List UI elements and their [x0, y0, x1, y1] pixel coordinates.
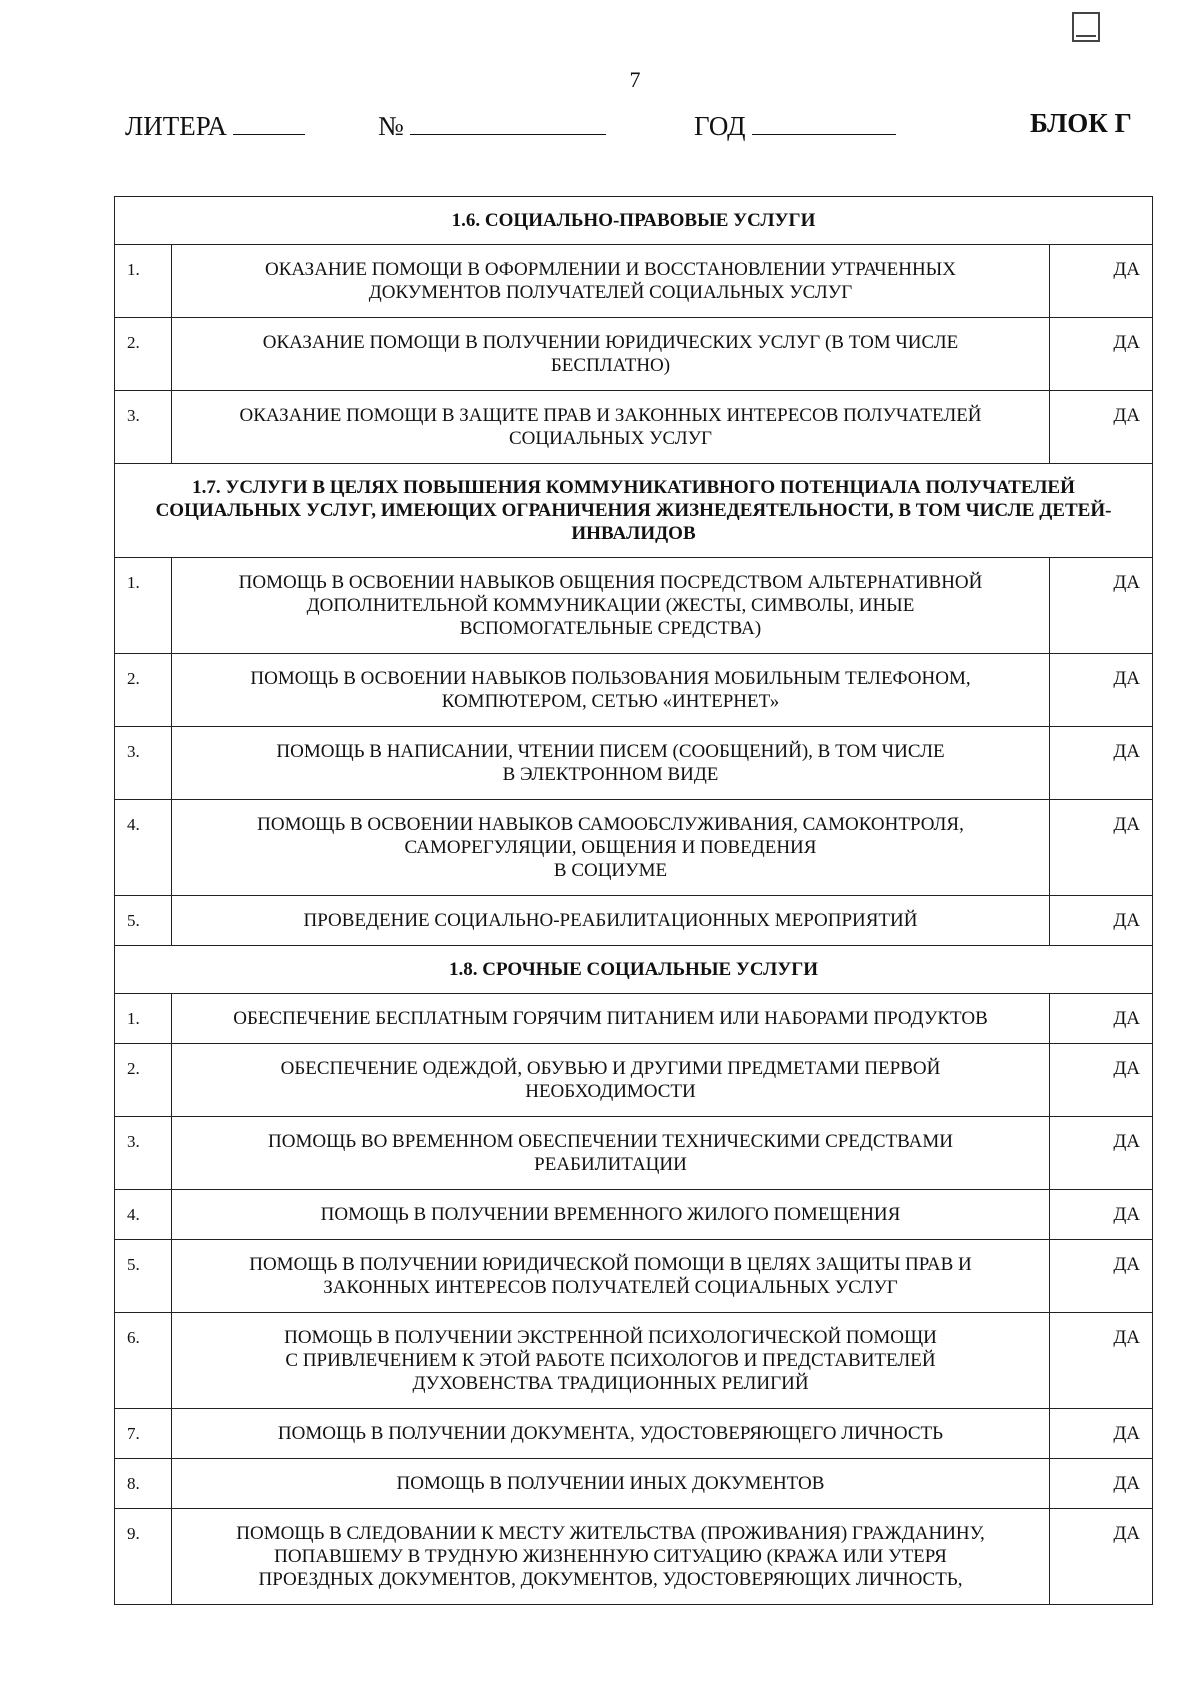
service-description: ОКАЗАНИЕ ПОМОЩИ В ЗАЩИТЕ ПРАВ И ЗАКОННЫХ ИНТЕРЕСОВ ПОЛУЧАТЕЛЕЙ СОЦИАЛЬНЫХ УСЛУГ [172, 391, 1050, 464]
litera-field [125, 108, 305, 142]
litera-input[interactable] [233, 108, 305, 135]
table-row [115, 1117, 1153, 1190]
year-label: ГОД [694, 111, 746, 141]
service-answer[interactable]: ДА [1050, 1240, 1153, 1313]
service-description: ОБЕСПЕЧЕНИЕ ОДЕЖДОЙ, ОБУВЬЮ И ДРУГИМИ ПРЕДМЕТАМИ ПЕРВОЙ НЕОБХОДИМОСТИ [172, 1044, 1050, 1117]
table-row [115, 800, 1153, 896]
service-description: ПОМОЩЬ В ПОЛУЧЕНИИ ЭКСТРЕННОЙ ПСИХОЛОГИЧЕСКОЙ ПОМОЩИ С ПРИВЛЕЧЕНИЕМ К ЭТОЙ РАБОТЕ ПСИХОЛОГОВ И ПРЕДСТАВИТЕЛЕЙ ДУХОВЕНСТВА ТРАДИЦИОННЫХ РЕЛИГИЙ [172, 1313, 1050, 1409]
year-field [694, 108, 896, 142]
service-answer[interactable]: ДА [1050, 245, 1153, 318]
service-answer[interactable]: ДА [1050, 896, 1153, 946]
row-number: 2. [115, 654, 172, 727]
litera-label: ЛИТЕРА [125, 111, 227, 141]
row-number: 9. [115, 1509, 172, 1605]
table-row [115, 1409, 1153, 1459]
service-answer[interactable]: ДА [1050, 1044, 1153, 1117]
table-row [115, 1044, 1153, 1117]
service-description: ПОМОЩЬ В ОСВОЕНИИ НАВЫКОВ ПОЛЬЗОВАНИЯ МОБИЛЬНЫМ ТЕЛЕФОНОМ, КОМПЮТЕРОМ, СЕТЬЮ «ИНТЕРНЕТ» [172, 654, 1050, 727]
services-table-body [115, 197, 1153, 1605]
service-answer[interactable]: ДА [1050, 800, 1153, 896]
service-description: ПОМОЩЬ В ПОЛУЧЕНИИ ВРЕМЕННОГО ЖИЛОГО ПОМЕЩЕНИЯ [172, 1190, 1050, 1240]
service-description: ПОМОЩЬ В ОСВОЕНИИ НАВЫКОВ ОБЩЕНИЯ ПОСРЕДСТВОМ АЛЬТЕРНАТИВНОЙ ДОПОЛНИТЕЛЬНОЙ КОММУНИКАЦИИ (ЖЕСТЫ, СИМВОЛЫ, ИНЫЕ ВСПОМОГАТЕЛЬНЫЕ СРЕДСТВА) [172, 558, 1050, 654]
service-description: ОКАЗАНИЕ ПОМОЩИ В ПОЛУЧЕНИИ ЮРИДИЧЕСКИХ УСЛУГ (В ТОМ ЧИСЛЕ БЕСПЛАТНО) [172, 318, 1050, 391]
service-description: ПОМОЩЬ ВО ВРЕМЕННОМ ОБЕСПЕЧЕНИИ ТЕХНИЧЕСКИМИ СРЕДСТВАМИ РЕАБИЛИТАЦИИ [172, 1117, 1050, 1190]
row-number: 1. [115, 994, 172, 1044]
section-title: 1.7. УСЛУГИ В ЦЕЛЯХ ПОВЫШЕНИЯ КОММУНИКАТИВНОГО ПОТЕНЦИАЛА ПОЛУЧАТЕЛЕЙ СОЦИАЛЬНЫХ УСЛУГ, ИМЕЮЩИХ ОГРАНИЧЕНИЯ ЖИЗНЕДЕЯТЕЛЬНОСТИ, В ТОМ ЧИСЛЕ ДЕТЕЙ-ИНВАЛИДОВ [115, 464, 1153, 558]
row-number: 2. [115, 1044, 172, 1117]
row-number: 1. [115, 558, 172, 654]
table-row [115, 558, 1153, 654]
service-answer[interactable]: ДА [1050, 1117, 1153, 1190]
row-number: 1. [115, 245, 172, 318]
table-row [115, 727, 1153, 800]
table-row [115, 654, 1153, 727]
year-input[interactable] [752, 108, 896, 135]
table-row [115, 318, 1153, 391]
section-header-row [115, 197, 1153, 245]
row-number: 6. [115, 1313, 172, 1409]
service-description: ПОМОЩЬ В НАПИСАНИИ, ЧТЕНИИ ПИСЕМ (СООБЩЕНИЙ), В ТОМ ЧИСЛЕ В ЭЛЕКТРОННОМ ВИДЕ [172, 727, 1050, 800]
table-row [115, 994, 1153, 1044]
table-row [115, 391, 1153, 464]
block-label: БЛОК Г [1030, 108, 1132, 138]
service-answer[interactable]: ДА [1050, 1190, 1153, 1240]
row-number: 8. [115, 1459, 172, 1509]
section-title: 1.6. СОЦИАЛЬНО-ПРАВОВЫЕ УСЛУГИ [115, 197, 1153, 245]
number-field [378, 108, 606, 142]
checkbox-icon[interactable] [1072, 12, 1100, 42]
section-title: 1.8. СРОЧНЫЕ СОЦИАЛЬНЫЕ УСЛУГИ [115, 946, 1153, 994]
table-row [115, 1313, 1153, 1409]
table-row [115, 245, 1153, 318]
service-answer[interactable]: ДА [1050, 318, 1153, 391]
row-number: 5. [115, 896, 172, 946]
service-description: ПОМОЩЬ В ПОЛУЧЕНИИ ИНЫХ ДОКУМЕНТОВ [172, 1459, 1050, 1509]
row-number: 4. [115, 800, 172, 896]
service-answer[interactable]: ДА [1050, 391, 1153, 464]
service-description: ПОМОЩЬ В ПОЛУЧЕНИИ ДОКУМЕНТА, УДОСТОВЕРЯЮЩЕГО ЛИЧНОСТЬ [172, 1409, 1050, 1459]
service-answer[interactable]: ДА [1050, 1509, 1153, 1605]
row-number: 3. [115, 727, 172, 800]
service-description: ПОМОЩЬ В ОСВОЕНИИ НАВЫКОВ САМООБСЛУЖИВАНИЯ, САМОКОНТРОЛЯ, САМОРЕГУЛЯЦИИ, ОБЩЕНИЯ И ПОВЕДЕНИЯ В СОЦИУМЕ [172, 800, 1050, 896]
service-description: ОКАЗАНИЕ ПОМОЩИ В ОФОРМЛЕНИИ И ВОССТАНОВЛЕНИИ УТРАЧЕННЫХ ДОКУМЕНТОВ ПОЛУЧАТЕЛЕЙ СОЦИАЛЬНЫХ УСЛУГ [172, 245, 1050, 318]
service-answer[interactable]: ДА [1050, 1459, 1153, 1509]
number-input[interactable] [410, 108, 606, 135]
document-header [0, 108, 1200, 148]
page-number: 7 [629, 67, 641, 92]
service-answer[interactable]: ДА [1050, 558, 1153, 654]
service-answer[interactable]: ДА [1050, 654, 1153, 727]
row-number: 2. [115, 318, 172, 391]
service-answer[interactable]: ДА [1050, 994, 1153, 1044]
row-number: 7. [115, 1409, 172, 1459]
table-row [115, 1190, 1153, 1240]
service-description: ПРОВЕДЕНИЕ СОЦИАЛЬНО-РЕАБИЛИТАЦИОННЫХ МЕРОПРИЯТИЙ [172, 896, 1050, 946]
table-row [115, 1240, 1153, 1313]
row-number: 3. [115, 391, 172, 464]
row-number: 5. [115, 1240, 172, 1313]
table-row [115, 1459, 1153, 1509]
row-number: 4. [115, 1190, 172, 1240]
table-row [115, 1509, 1153, 1605]
service-answer[interactable]: ДА [1050, 1409, 1153, 1459]
service-answer[interactable]: ДА [1050, 1313, 1153, 1409]
section-header-row [115, 464, 1153, 558]
service-description: ПОМОЩЬ В СЛЕДОВАНИИ К МЕСТУ ЖИТЕЛЬСТВА (ПРОЖИВАНИЯ) ГРАЖДАНИНУ, ПОПАВШЕМУ В ТРУДНУЮ ЖИЗНЕННУЮ СИТУАЦИЮ (КРАЖА ИЛИ УТЕРЯ ПРОЕЗДНЫХ ДОКУМЕНТОВ, ДОКУМЕНТОВ, УДОСТОВЕРЯЮЩИХ ЛИЧНОСТЬ, [172, 1509, 1050, 1605]
services-table [114, 196, 1153, 1605]
service-description: ПОМОЩЬ В ПОЛУЧЕНИИ ЮРИДИЧЕСКОЙ ПОМОЩИ В ЦЕЛЯХ ЗАЩИТЫ ПРАВ И ЗАКОННЫХ ИНТЕРЕСОВ ПОЛУЧАТЕЛЕЙ СОЦИАЛЬНЫХ УСЛУГ [172, 1240, 1050, 1313]
service-description: ОБЕСПЕЧЕНИЕ БЕСПЛАТНЫМ ГОРЯЧИМ ПИТАНИЕМ ИЛИ НАБОРАМИ ПРОДУКТОВ [172, 994, 1050, 1044]
number-label: № [378, 111, 404, 141]
service-answer[interactable]: ДА [1050, 727, 1153, 800]
row-number: 3. [115, 1117, 172, 1190]
section-header-row [115, 946, 1153, 994]
table-row [115, 896, 1153, 946]
